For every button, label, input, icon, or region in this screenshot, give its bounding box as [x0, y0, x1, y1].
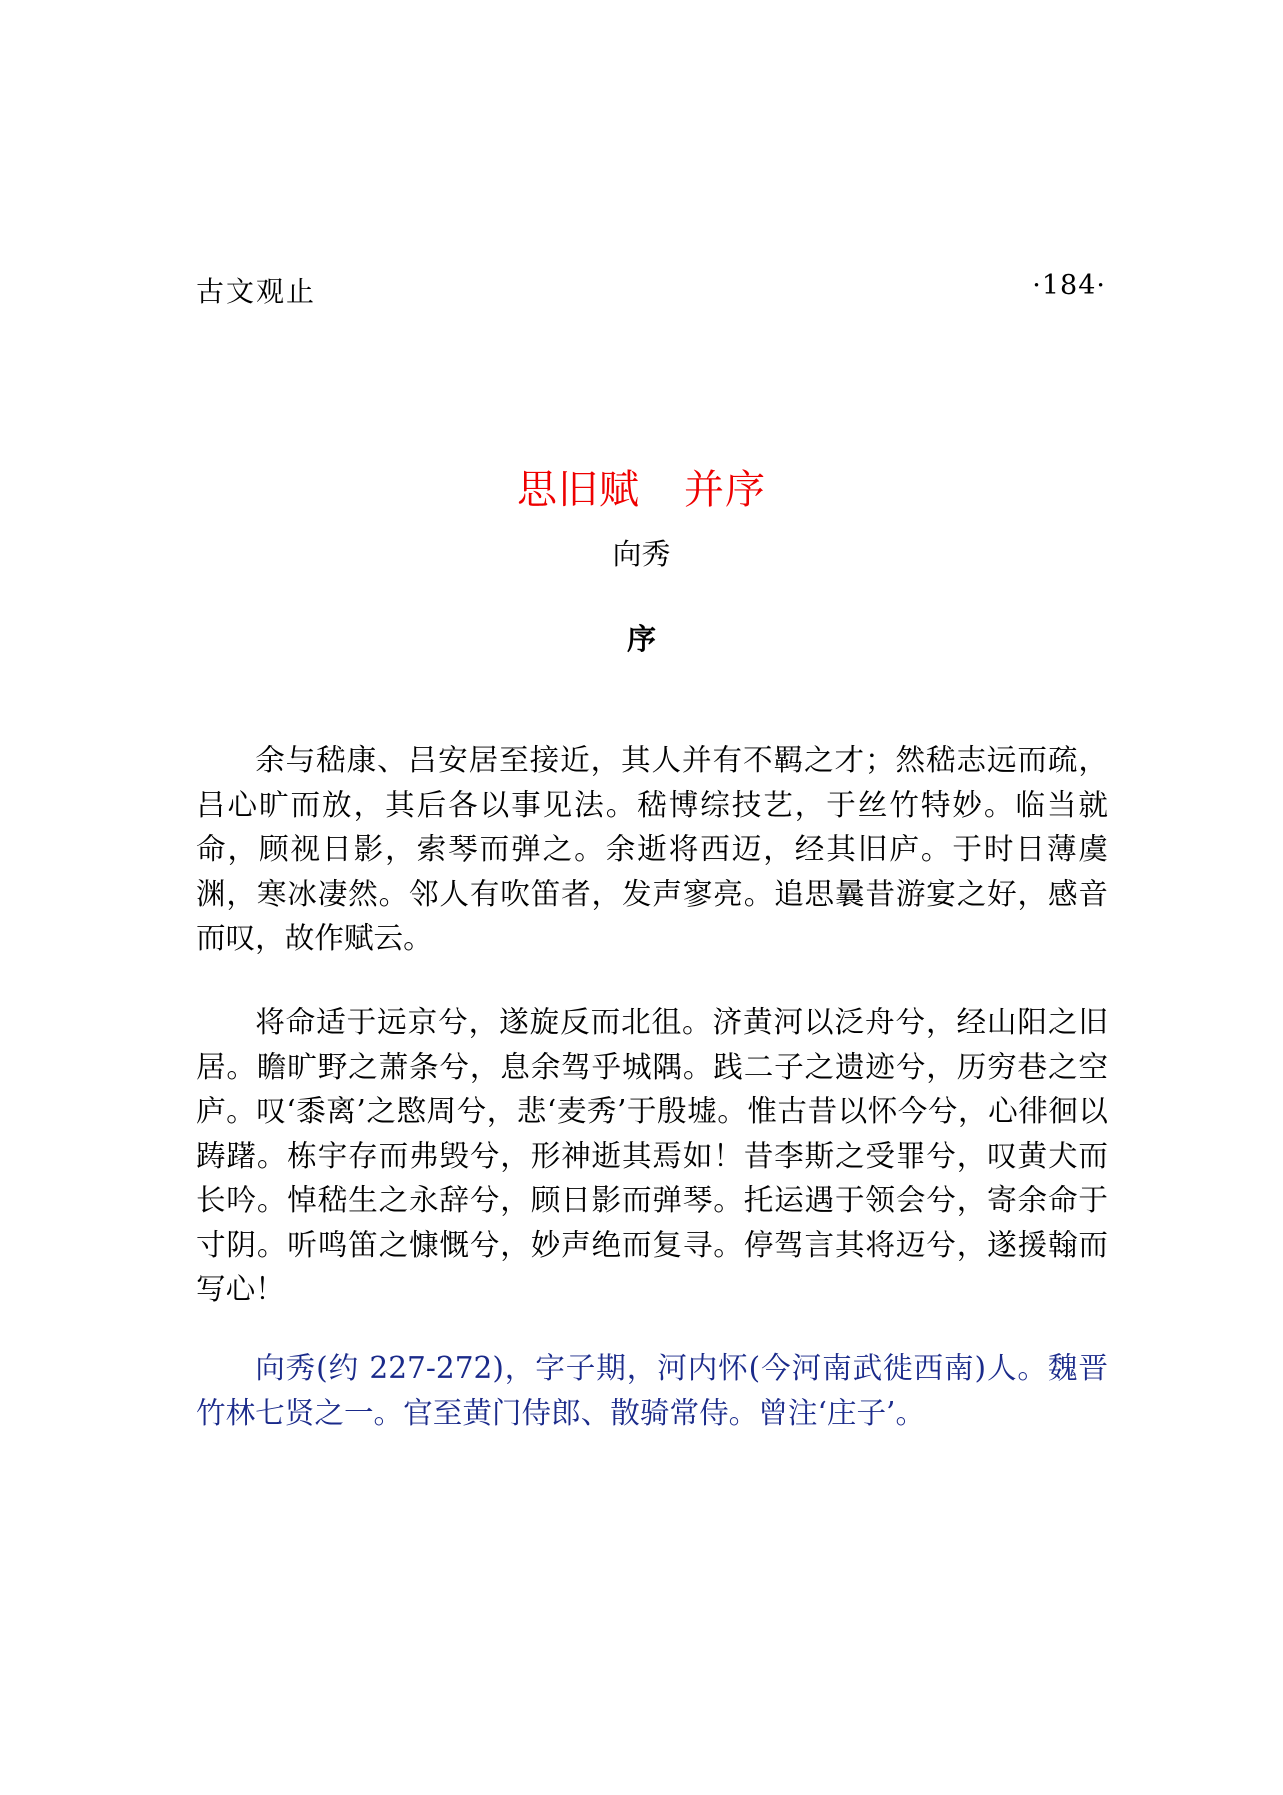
book-title: 古文观止 [196, 275, 317, 308]
running-header [196, 270, 1106, 310]
author: 向秀 [612, 537, 671, 571]
author-note-paragraph: 向秀(约 227-272)，字子期，河内怀(今河南武徙西南)人。魏晋竹林七贤之一。官至黄门侍郎、散骑常侍。曾注‘庄子’。 [196, 1351, 1108, 1430]
page-title [0, 458, 1283, 515]
title-main: 思旧赋 [517, 467, 640, 513]
fu-paragraph: 将命适于远京兮，遂旋反而北徂。济黄河以泛舟兮，经山阳之旧居。瞻旷野之萧条兮，息余驾乎城隅。践二子之遗迹兮，历穷巷之空庐。叹‘黍离’之愍周兮，悲‘麦秀’于殷墟。惟古昔以怀今兮，心徘徊以踌躇。栋宇存而弗毁兮，形神逝其焉如！昔李斯之受罪兮，叹黄犬而长吟。悼嵇生之永辞兮，顾日影而弹琴。托运遇于领会兮，寄余命于寸阴。听鸣笛之慷慨兮，妙声绝而复寻。停驾言其将迈兮，遂援翰而写心！ [196, 1005, 1108, 1306]
section-heading: 序 [626, 622, 656, 656]
title-sub: 并序 [684, 467, 766, 513]
page-number: ·184· [1032, 270, 1106, 301]
preface-paragraph: 余与嵇康、吕安居至接近，其人并有不羁之才；然嵇志远而疏，吕心旷而放，其后各以事见法。嵇博综技艺，于丝竹特妙。临当就命，顾视日影，索琴而弹之。余逝将西迈，经其旧庐。于时日薄虞渊，寒冰凄然。邻人有吹笛者，发声寥亮。追思曩昔游宴之好，感音而叹，故作赋云。 [196, 743, 1108, 955]
